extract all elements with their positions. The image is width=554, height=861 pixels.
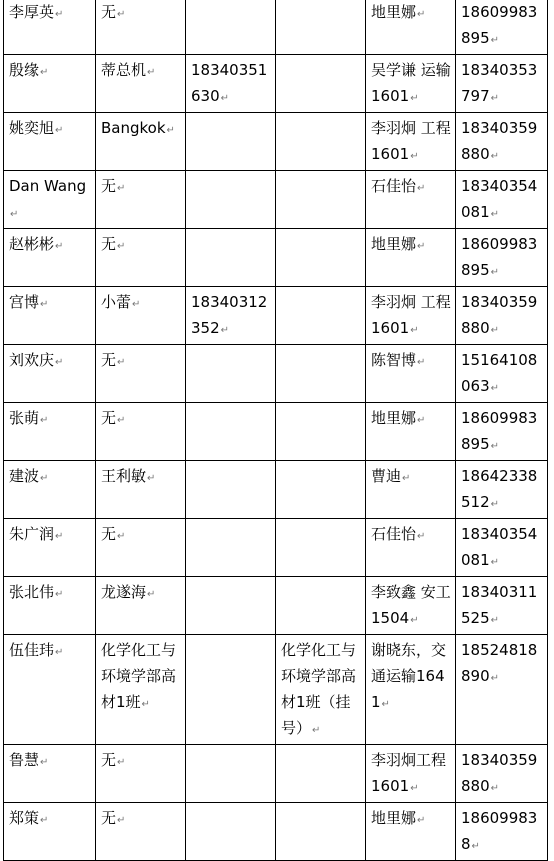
cell-referrer (366, 345, 456, 403)
cell-text: 宫博 (9, 293, 40, 311)
cell-text: 无 (101, 235, 117, 253)
cell-text: 无 (101, 751, 117, 769)
paragraph-mark: ↵ (410, 325, 419, 336)
cell-text: 姚奕旭 (9, 119, 55, 137)
cell-phone (186, 287, 276, 345)
cell-text: 18340311525 (461, 583, 538, 627)
cell-text: 18609983895 (461, 235, 538, 279)
cell-text: 18642338512 (461, 467, 538, 511)
paragraph-mark: ↵ (417, 183, 426, 194)
cell-name (4, 461, 96, 519)
paragraph-mark: ↵ (117, 531, 126, 542)
cell-text: 18340351630 (191, 61, 268, 105)
cell-text: 王利敏 (101, 467, 147, 485)
paragraph-mark: ↵ (490, 615, 500, 626)
paragraph-mark: ↵ (132, 299, 141, 310)
cell-contact (96, 113, 186, 171)
cell-text: 18340312352 (191, 293, 268, 337)
paragraph-mark: ↵ (40, 815, 49, 826)
paragraph-mark: ↵ (147, 589, 156, 600)
cell-phone (186, 171, 276, 229)
paragraph-mark: ↵ (490, 209, 500, 220)
paragraph-mark: ↵ (40, 67, 49, 78)
cell-contact (96, 345, 186, 403)
cell-contact (96, 745, 186, 803)
cell-text: 蒂总机 (101, 61, 147, 79)
cell-text: 18340353797 (461, 61, 538, 105)
paragraph-mark: ↵ (55, 589, 64, 600)
cell-phone (186, 745, 276, 803)
cell-text: Bangkok (101, 119, 166, 137)
cell-note (276, 461, 366, 519)
paragraph-mark: ↵ (117, 241, 126, 252)
paragraph-mark: ↵ (490, 35, 500, 46)
cell-phone (186, 519, 276, 577)
paragraph-mark: ↵ (417, 815, 426, 826)
paragraph-mark: ↵ (55, 357, 64, 368)
cell-text: 18340354081 (461, 525, 538, 569)
cell-text: 15164108063 (461, 351, 538, 395)
cell-note (276, 635, 366, 745)
paragraph-mark: ↵ (410, 615, 419, 626)
cell-text: 张萌 (9, 409, 40, 427)
cell-note (276, 519, 366, 577)
cell-referrer (366, 803, 456, 861)
table-row (4, 519, 548, 577)
cell-referrer-phone (456, 345, 548, 403)
cell-referrer-phone (456, 55, 548, 113)
table-row (4, 287, 548, 345)
cell-referrer-phone (456, 635, 548, 745)
paragraph-mark: ↵ (410, 151, 419, 162)
table-row (4, 229, 548, 287)
cell-referrer-phone (456, 171, 548, 229)
paragraph-mark: ↵ (490, 499, 500, 510)
cell-text: 18340359880 (461, 119, 538, 163)
cell-text: 小蕾 (101, 293, 132, 311)
table-row (4, 403, 548, 461)
cell-name (4, 171, 96, 229)
cell-text: 李羽炯 工程1601 (371, 119, 451, 163)
cell-text: 无 (101, 3, 117, 21)
cell-text: 李厚英 (9, 3, 55, 21)
cell-text: 地里娜 (371, 235, 417, 253)
cell-phone (186, 461, 276, 519)
paragraph-mark: ↵ (117, 357, 126, 368)
cell-note (276, 577, 366, 635)
paragraph-mark: ↵ (490, 673, 500, 684)
cell-referrer (366, 461, 456, 519)
cell-name (4, 0, 96, 55)
paragraph-mark: ↵ (117, 183, 126, 194)
cell-note (276, 803, 366, 861)
table-row (4, 745, 548, 803)
cell-text: 无 (101, 409, 117, 427)
cell-text: 无 (101, 809, 117, 827)
paragraph-mark: ↵ (166, 125, 175, 136)
cell-note (276, 345, 366, 403)
paragraph-mark: ↵ (490, 151, 500, 162)
cell-text: 建波 (9, 467, 40, 485)
cell-text: 18609983895 (461, 3, 538, 47)
cell-text: 18340354081 (461, 177, 538, 221)
cell-text: 龙遂海 (101, 583, 147, 601)
paragraph-mark: ↵ (55, 647, 64, 658)
paragraph-mark: ↵ (490, 383, 500, 394)
cell-name (4, 113, 96, 171)
cell-referrer (366, 55, 456, 113)
cell-text: 李羽炯 工程1601 (371, 293, 451, 337)
cell-referrer (366, 171, 456, 229)
cell-text: 186099838 (461, 809, 538, 853)
cell-text: 石佳怡 (371, 177, 417, 195)
paragraph-mark: ↵ (417, 531, 426, 542)
cell-text: 无 (101, 351, 117, 369)
paragraph-mark: ↵ (417, 415, 426, 426)
paragraph-mark: ↵ (417, 9, 426, 20)
cell-contact (96, 803, 186, 861)
cell-text: 赵彬彬 (9, 235, 55, 253)
cell-text: 吴学谦 运输1601 (371, 61, 451, 105)
table-row (4, 803, 548, 861)
paragraph-mark: ↵ (55, 125, 64, 136)
cell-text: 地里娜 (371, 3, 417, 21)
cell-phone (186, 0, 276, 55)
cell-referrer-phone (456, 287, 548, 345)
cell-name (4, 287, 96, 345)
cell-text: 18340359880 (461, 293, 538, 337)
cell-text: 曹迪 (371, 467, 402, 485)
cell-referrer-phone (456, 0, 548, 55)
cell-phone (186, 577, 276, 635)
paragraph-mark: ↵ (117, 757, 126, 768)
table-row (4, 577, 548, 635)
cell-text: 化学化工与环境学部高材1班 (101, 641, 177, 711)
cell-text: 刘欢庆 (9, 351, 55, 369)
cell-text: 谢晓东，交通运输1641 (371, 641, 447, 711)
cell-contact (96, 171, 186, 229)
cell-name (4, 635, 96, 745)
cell-name (4, 519, 96, 577)
cell-text: 18340359880 (461, 751, 538, 795)
cell-name (4, 803, 96, 861)
cell-text: 18524818890 (461, 641, 538, 685)
paragraph-mark: ↵ (417, 241, 426, 252)
cell-referrer (366, 519, 456, 577)
cell-phone (186, 229, 276, 287)
cell-phone (186, 345, 276, 403)
cell-note (276, 113, 366, 171)
paragraph-mark: ↵ (40, 473, 49, 484)
cell-referrer (366, 403, 456, 461)
cell-name (4, 403, 96, 461)
cell-contact (96, 519, 186, 577)
cell-text: 18609983895 (461, 409, 538, 453)
cell-referrer-phone (456, 803, 548, 861)
cell-phone (186, 803, 276, 861)
paragraph-mark: ↵ (141, 699, 150, 710)
cell-referrer-phone (456, 113, 548, 171)
cell-text: Dan Wang (9, 177, 87, 195)
cell-note (276, 229, 366, 287)
cell-text: 郑策 (9, 809, 40, 827)
cell-text: 无 (101, 177, 117, 195)
cell-name (4, 745, 96, 803)
paragraph-mark: ↵ (147, 67, 156, 78)
table-row (4, 55, 548, 113)
cell-referrer-phone (456, 577, 548, 635)
cell-note (276, 171, 366, 229)
table-row (4, 461, 548, 519)
cell-contact (96, 0, 186, 55)
cell-note (276, 287, 366, 345)
cell-phone (186, 55, 276, 113)
paragraph-mark: ↵ (117, 9, 126, 20)
paragraph-mark: ↵ (55, 9, 64, 20)
cell-text: 李致鑫 安工1504 (371, 583, 451, 627)
paragraph-mark: ↵ (402, 473, 411, 484)
cell-contact (96, 461, 186, 519)
cell-referrer-phone (456, 229, 548, 287)
cell-text: 张北伟 (9, 583, 55, 601)
cell-note (276, 55, 366, 113)
cell-note (276, 745, 366, 803)
cell-name (4, 55, 96, 113)
table-row (4, 171, 548, 229)
cell-referrer (366, 229, 456, 287)
paragraph-mark: ↵ (490, 267, 500, 278)
paragraph-mark: ↵ (220, 325, 230, 336)
cell-referrer-phone (456, 461, 548, 519)
paragraph-mark: ↵ (55, 531, 64, 542)
cell-referrer (366, 287, 456, 345)
cell-referrer-phone (456, 403, 548, 461)
cell-phone (186, 403, 276, 461)
paragraph-mark: ↵ (410, 93, 419, 104)
paragraph-mark: ↵ (117, 815, 126, 826)
cell-text: 石佳怡 (371, 525, 417, 543)
cell-contact (96, 287, 186, 345)
cell-referrer-phone (456, 519, 548, 577)
paragraph-mark: ↵ (40, 415, 49, 426)
cell-referrer-phone (456, 745, 548, 803)
cell-name (4, 229, 96, 287)
cell-referrer (366, 113, 456, 171)
paragraph-mark: ↵ (410, 783, 419, 794)
cell-phone (186, 635, 276, 745)
paragraph-mark: ↵ (490, 783, 500, 794)
cell-contact (96, 403, 186, 461)
cell-note (276, 0, 366, 55)
paragraph-mark: ↵ (220, 93, 230, 104)
paragraph-mark: ↵ (40, 299, 49, 310)
cell-contact (96, 229, 186, 287)
paragraph-mark: ↵ (381, 699, 390, 710)
cell-phone (186, 113, 276, 171)
cell-contact (96, 635, 186, 745)
cell-text: 陈智博 (371, 351, 417, 369)
paragraph-mark: ↵ (490, 93, 500, 104)
paragraph-mark: ↵ (117, 415, 126, 426)
cell-referrer (366, 577, 456, 635)
cell-text: 化学化工与环境学部高材1班（挂号） (281, 641, 357, 737)
paragraph-mark: ↵ (417, 357, 426, 368)
paragraph-mark: ↵ (55, 241, 64, 252)
paragraph-mark: ↵ (10, 209, 19, 220)
cell-referrer (366, 745, 456, 803)
table-row (4, 0, 548, 55)
paragraph-mark: ↵ (490, 441, 500, 452)
table-row (4, 345, 548, 403)
cell-text: 伍佳玮 (9, 641, 55, 659)
cell-text: 地里娜 (371, 409, 417, 427)
cell-note (276, 403, 366, 461)
paragraph-mark: ↵ (312, 725, 321, 736)
paragraph-mark: ↵ (40, 757, 49, 768)
cell-text: 地里娜 (371, 809, 417, 827)
cell-text: 朱广润 (9, 525, 55, 543)
cell-referrer (366, 635, 456, 745)
table-row (4, 635, 548, 745)
cell-text: 无 (101, 525, 117, 543)
cell-text: 殷缘 (9, 61, 40, 79)
cell-contact (96, 577, 186, 635)
cell-text: 鲁慧 (9, 751, 40, 769)
contact-table (3, 0, 548, 861)
paragraph-mark: ↵ (471, 841, 480, 852)
cell-contact (96, 55, 186, 113)
paragraph-mark: ↵ (490, 325, 500, 336)
cell-name (4, 345, 96, 403)
paragraph-mark: ↵ (490, 557, 500, 568)
cell-name (4, 577, 96, 635)
cell-text: 李羽炯工程1601 (371, 751, 447, 795)
table-row (4, 113, 548, 171)
paragraph-mark: ↵ (147, 473, 156, 484)
cell-referrer (366, 0, 456, 55)
